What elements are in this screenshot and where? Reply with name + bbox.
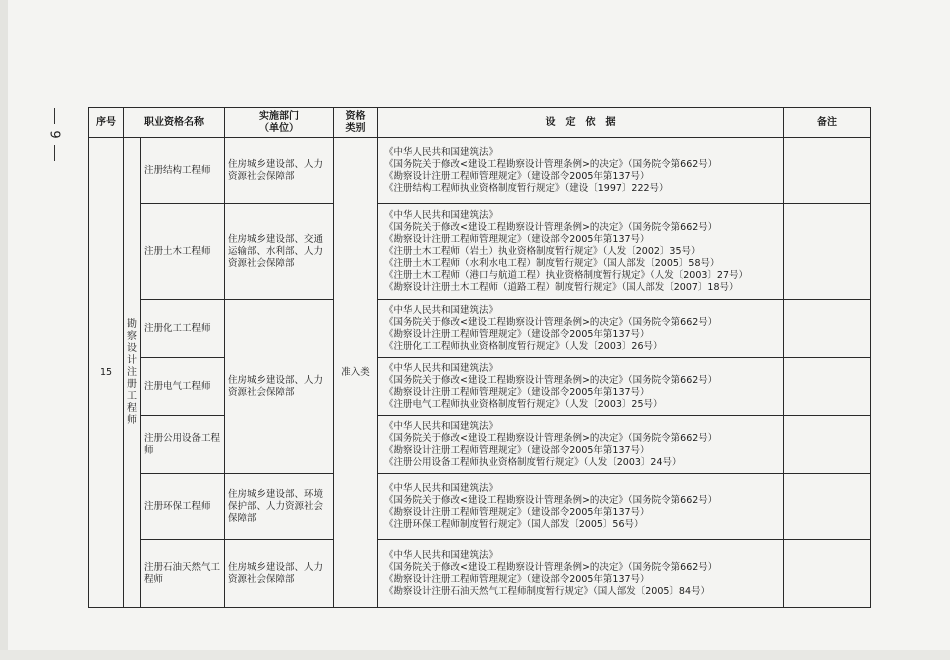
basis-line: 《中华人民共和国建筑法》 (384, 304, 499, 316)
page-edge-bottom (0, 650, 950, 660)
basis-line: 《注册环保工程师制度暂行规定》（国人部发〔2005〕56号） (384, 518, 644, 530)
basis-line: 《国务院关于修改<建设工程勘察设计管理条例>的决定》（国务院令第662号） (384, 494, 718, 506)
basis-line: 《注册土木工程师（岩土）执业资格制度暂行规定》（人发〔2002〕35号） (384, 245, 701, 257)
qualification-name: 注册石油天然气工程师 (141, 540, 225, 608)
table-row (89, 416, 871, 474)
header-department-line1: 实施部门 (259, 110, 299, 122)
department-cell: 住房城乡建设部、环境保护部、人力资源社会保障部 (225, 474, 334, 540)
basis-line: 《中华人民共和国建筑法》 (384, 482, 499, 494)
page-number-dash-bottom (54, 145, 55, 161)
basis-line: 《勘察设计注册工程师管理规定》（建设部令2005年第137号） (384, 328, 650, 340)
basis-line: 《注册土木工程师（水利水电工程）制度暂行规定》（国人部发〔2005〕58号） (384, 257, 720, 269)
qualification-type-cell: 准入类 (334, 138, 378, 608)
basis-line: 《注册化工工程师执业资格制度暂行规定》（人发〔2003〕26号） (384, 340, 663, 352)
basis-line: 《勘察设计注册工程师管理规定》（建设部令2005年第137号） (384, 170, 650, 182)
qualification-name: 注册化工工程师 (141, 300, 225, 358)
basis-line: 《勘察设计注册工程师管理规定》（建设部令2005年第137号） (384, 233, 650, 245)
basis-line: 《注册土木工程师（港口与航道工程）执业资格制度暂行规定》（人发〔2003〕27号） (384, 269, 749, 281)
qualification-name: 注册土木工程师 (141, 204, 225, 300)
table-row (89, 474, 871, 540)
basis-cell (378, 138, 784, 204)
header-qualification-name: 职业资格名称 (124, 108, 225, 138)
header-category-line2: 类别 (345, 122, 366, 134)
page-number (42, 108, 66, 161)
remarks-cell (784, 204, 871, 300)
basis-cell (378, 540, 784, 608)
basis-cell (378, 204, 784, 300)
header-remarks: 备注 (784, 108, 871, 138)
table-row (89, 540, 871, 608)
basis-line: 《勘察设计注册工程师管理规定》（建设部令2005年第137号） (384, 444, 650, 456)
table-row (89, 138, 871, 204)
table-row (89, 204, 871, 300)
department-cell: 住房城乡建设部、交通运输部、水利部、人力资源社会保障部 (225, 204, 334, 300)
basis-cell (378, 300, 784, 358)
category-cell (124, 138, 141, 608)
basis-cell (378, 474, 784, 540)
basis-line: 《中华人民共和国建筑法》 (384, 209, 499, 221)
remarks-cell (784, 416, 871, 474)
table-row (89, 358, 871, 416)
department-cell: 住房城乡建设部、人力资源社会保障部 (225, 540, 334, 608)
basis-line: 《勘察设计注册工程师管理规定》（建设部令2005年第137号） (384, 506, 650, 518)
header-seq: 序号 (89, 108, 124, 138)
table-header-row (89, 108, 871, 138)
remarks-cell (784, 300, 871, 358)
page-edge (0, 0, 8, 660)
category-vertical-text: 勘察设计注册工程师 (127, 318, 137, 426)
department-cell: 住房城乡建设部、人力资源社会保障部 (225, 300, 334, 474)
header-basis: 设 定 依 据 (378, 108, 784, 138)
header-department-line2: （单位） (259, 122, 299, 134)
remarks-cell (784, 474, 871, 540)
basis-line: 《中华人民共和国建筑法》 (384, 146, 499, 158)
basis-cell (378, 358, 784, 416)
table-row (89, 300, 871, 358)
qualification-name: 注册公用设备工程师 (141, 416, 225, 474)
basis-line: 《国务院关于修改<建设工程勘察设计管理条例>的决定》（国务院令第662号） (384, 221, 718, 233)
qualification-name: 注册结构工程师 (141, 138, 225, 204)
basis-line: 《中华人民共和国建筑法》 (384, 362, 499, 374)
basis-line: 《勘察设计注册石油天然气工程师制度暂行规定》（国人部发〔2005〕84号） (384, 585, 711, 597)
basis-cell (378, 416, 784, 474)
basis-line: 《中华人民共和国建筑法》 (384, 420, 499, 432)
basis-line: 《国务院关于修改<建设工程勘察设计管理条例>的决定》（国务院令第662号） (384, 316, 718, 328)
basis-line: 《勘察设计注册土木工程师（道路工程）制度暂行规定》（国人部发〔2007〕18号） (384, 281, 739, 293)
basis-line: 《注册电气工程师执业资格制度暂行规定》（人发〔2003〕25号） (384, 398, 663, 410)
basis-line: 《国务院关于修改<建设工程勘察设计管理条例>的决定》（国务院令第662号） (384, 374, 718, 386)
header-category-line1: 资格 (345, 110, 366, 122)
basis-line: 《国务院关于修改<建设工程勘察设计管理条例>的决定》（国务院令第662号） (384, 561, 718, 573)
basis-line: 《勘察设计注册工程师管理规定》（建设部令2005年第137号） (384, 386, 650, 398)
basis-line: 《国务院关于修改<建设工程勘察设计管理条例>的决定》（国务院令第662号） (384, 432, 718, 444)
qualification-table (88, 107, 871, 608)
basis-line: 《中华人民共和国建筑法》 (384, 549, 499, 561)
basis-line: 《勘察设计注册工程师管理规定》（建设部令2005年第137号） (384, 573, 650, 585)
seq-cell: 15 (89, 138, 124, 608)
header-category (334, 108, 378, 138)
remarks-cell (784, 358, 871, 416)
qualification-name: 注册电气工程师 (141, 358, 225, 416)
basis-line: 《注册公用设备工程师执业资格制度暂行规定》（人发〔2003〕24号） (384, 456, 682, 468)
header-department (225, 108, 334, 138)
qualification-name: 注册环保工程师 (141, 474, 225, 540)
department-cell: 住房城乡建设部、人力资源社会保障部 (225, 138, 334, 204)
basis-line: 《国务院关于修改<建设工程勘察设计管理条例>的决定》（国务院令第662号） (384, 158, 718, 170)
page-number-value: 9 (46, 130, 62, 139)
basis-line: 《注册结构工程师执业资格制度暂行规定》（建设〔1997〕222号） (384, 182, 669, 194)
remarks-cell (784, 540, 871, 608)
remarks-cell (784, 138, 871, 204)
